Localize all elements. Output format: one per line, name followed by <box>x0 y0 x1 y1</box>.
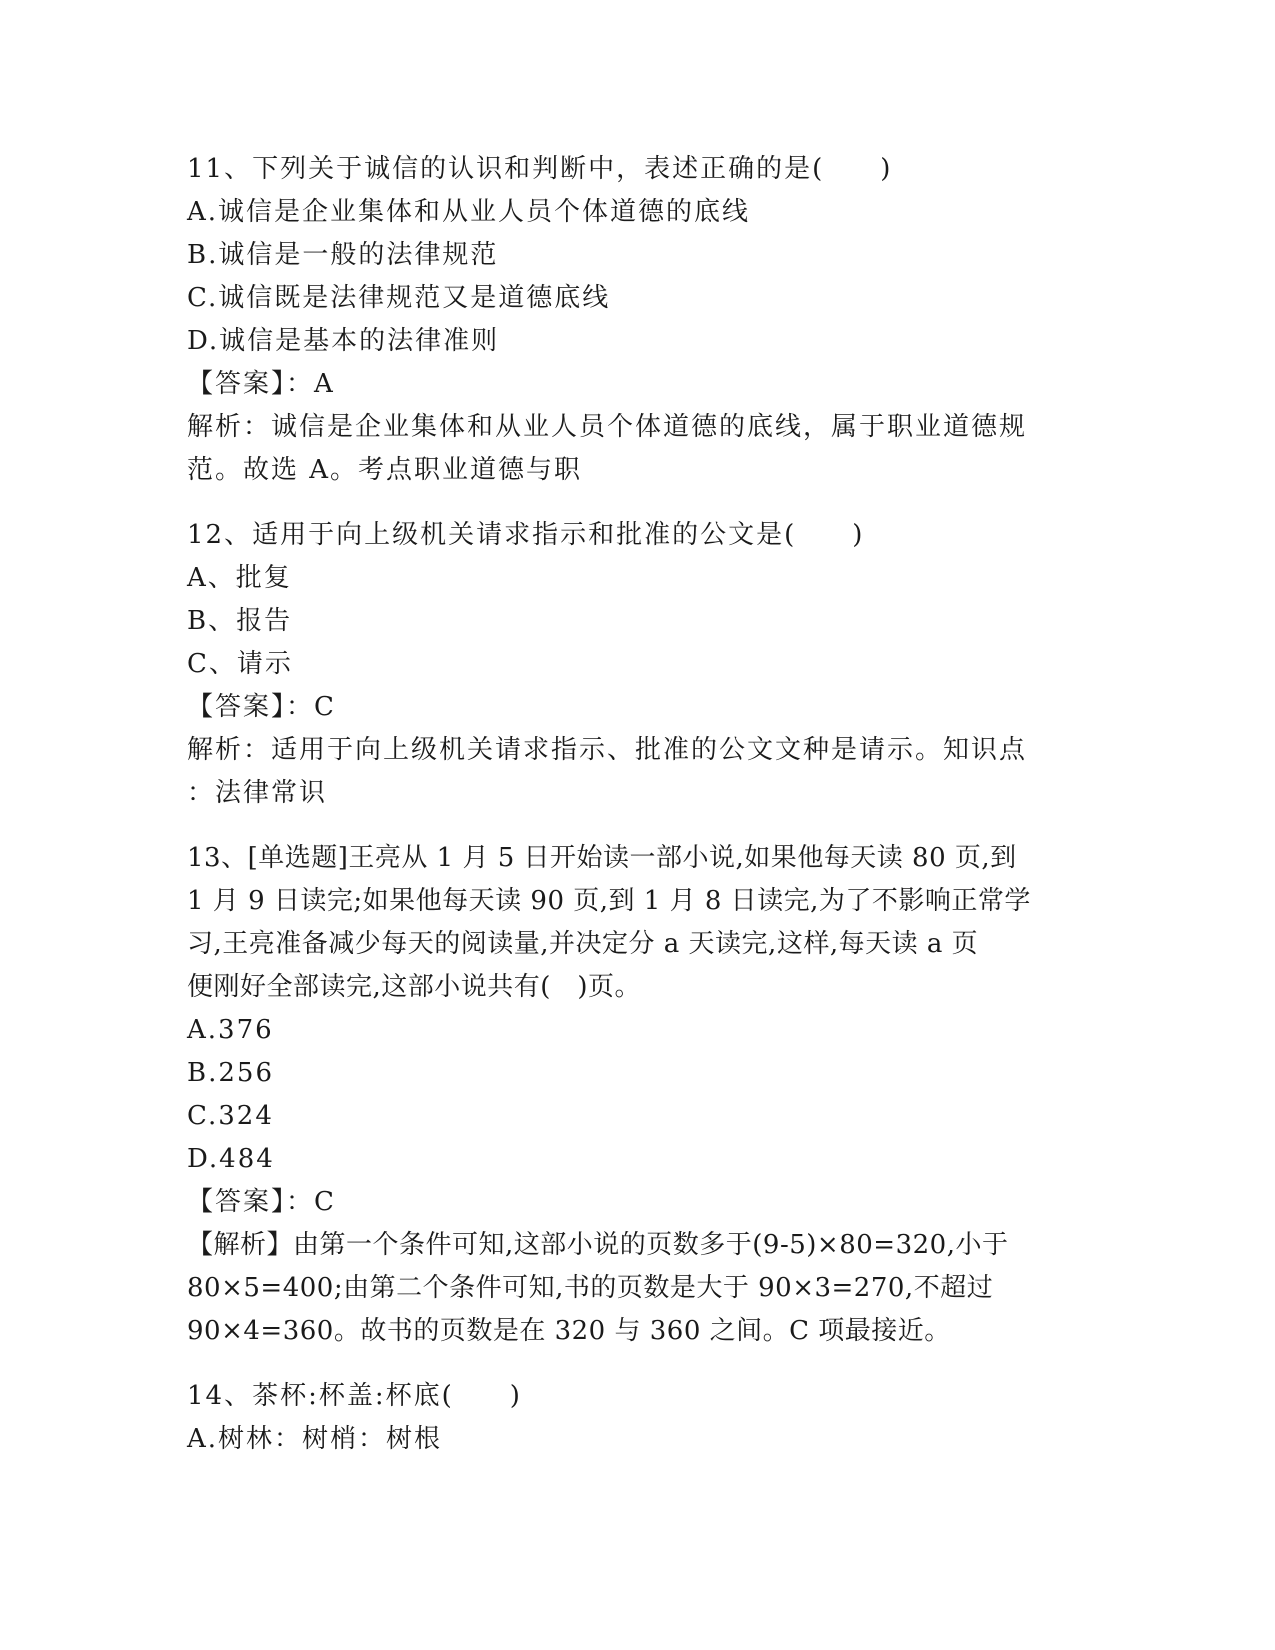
question-spacer <box>187 492 1087 514</box>
analysis-line: ：法律常识 <box>187 778 328 808</box>
option-d: D.484 <box>187 1144 275 1174</box>
question-stem: 11、下列关于诚信的认识和判断中，表述正确的是( ) <box>187 154 893 184</box>
question-spacer <box>187 1353 1087 1375</box>
question-stem-line: 13、[单选题]王亮从 1 月 5 日开始读一部小说,如果他每天读 80 页,到 <box>187 843 1017 873</box>
question-spacer <box>187 815 1087 837</box>
answer: 【答案】：C <box>187 692 336 722</box>
option-a: A.树林：树梢：树根 <box>187 1424 443 1454</box>
document-page <box>187 148 1087 1461</box>
option-c: C.诚信既是法律规范又是道德底线 <box>187 283 611 313</box>
analysis-line: 【解析】由第一个条件可知,这部小说的页数多于(9-5)×80=320,小于 <box>187 1230 1009 1260</box>
option-a: A.376 <box>187 1015 274 1045</box>
analysis-line: 解析：适用于向上级机关请求指示、批准的公文文种是请示。知识点 <box>187 735 1028 765</box>
option-a: A、批复 <box>187 563 292 593</box>
analysis-line: 范。故选 A。考点职业道德与职 <box>187 455 583 485</box>
analysis-line: 80×5=400;由第二个条件可知,书的页数是大于 90×3=270,不超过 <box>187 1273 994 1303</box>
option-b: B.256 <box>187 1058 274 1088</box>
answer: 【答案】：A <box>187 369 335 399</box>
option-c: C、请示 <box>187 649 293 679</box>
question-11 <box>187 148 1087 492</box>
question-13 <box>187 837 1087 1353</box>
option-d: D.诚信是基本的法律准则 <box>187 326 500 356</box>
option-b: B、报告 <box>187 606 293 636</box>
question-14 <box>187 1375 1087 1461</box>
question-stem-line: 习,王亮准备减少每天的阅读量,并决定分 a 天读完,这样,每天读 a 页 <box>187 929 979 959</box>
answer: 【答案】：C <box>187 1187 336 1217</box>
option-b: B.诚信是一般的法律规范 <box>187 240 499 270</box>
option-a: A.诚信是企业集体和从业人员个体道德的底线 <box>187 197 751 227</box>
question-stem: 14、茶杯:杯盖:杯底( ) <box>187 1381 522 1411</box>
question-stem-line: 便刚好全部读完,这部小说共有( )页。 <box>187 972 642 1002</box>
question-stem: 12、适用于向上级机关请求指示和批准的公文是( ) <box>187 520 865 550</box>
analysis-line: 90×4=360。故书的页数是在 320 与 360 之间。C 项最接近。 <box>187 1316 951 1346</box>
question-12 <box>187 514 1087 815</box>
question-stem-line: 1 月 9 日读完;如果他每天读 90 页,到 1 月 8 日读完,为了不影响正常学 <box>187 886 1031 916</box>
option-c: C.324 <box>187 1101 274 1131</box>
analysis-line: 解析：诚信是企业集体和从业人员个体道德的底线，属于职业道德规 <box>187 412 1028 442</box>
